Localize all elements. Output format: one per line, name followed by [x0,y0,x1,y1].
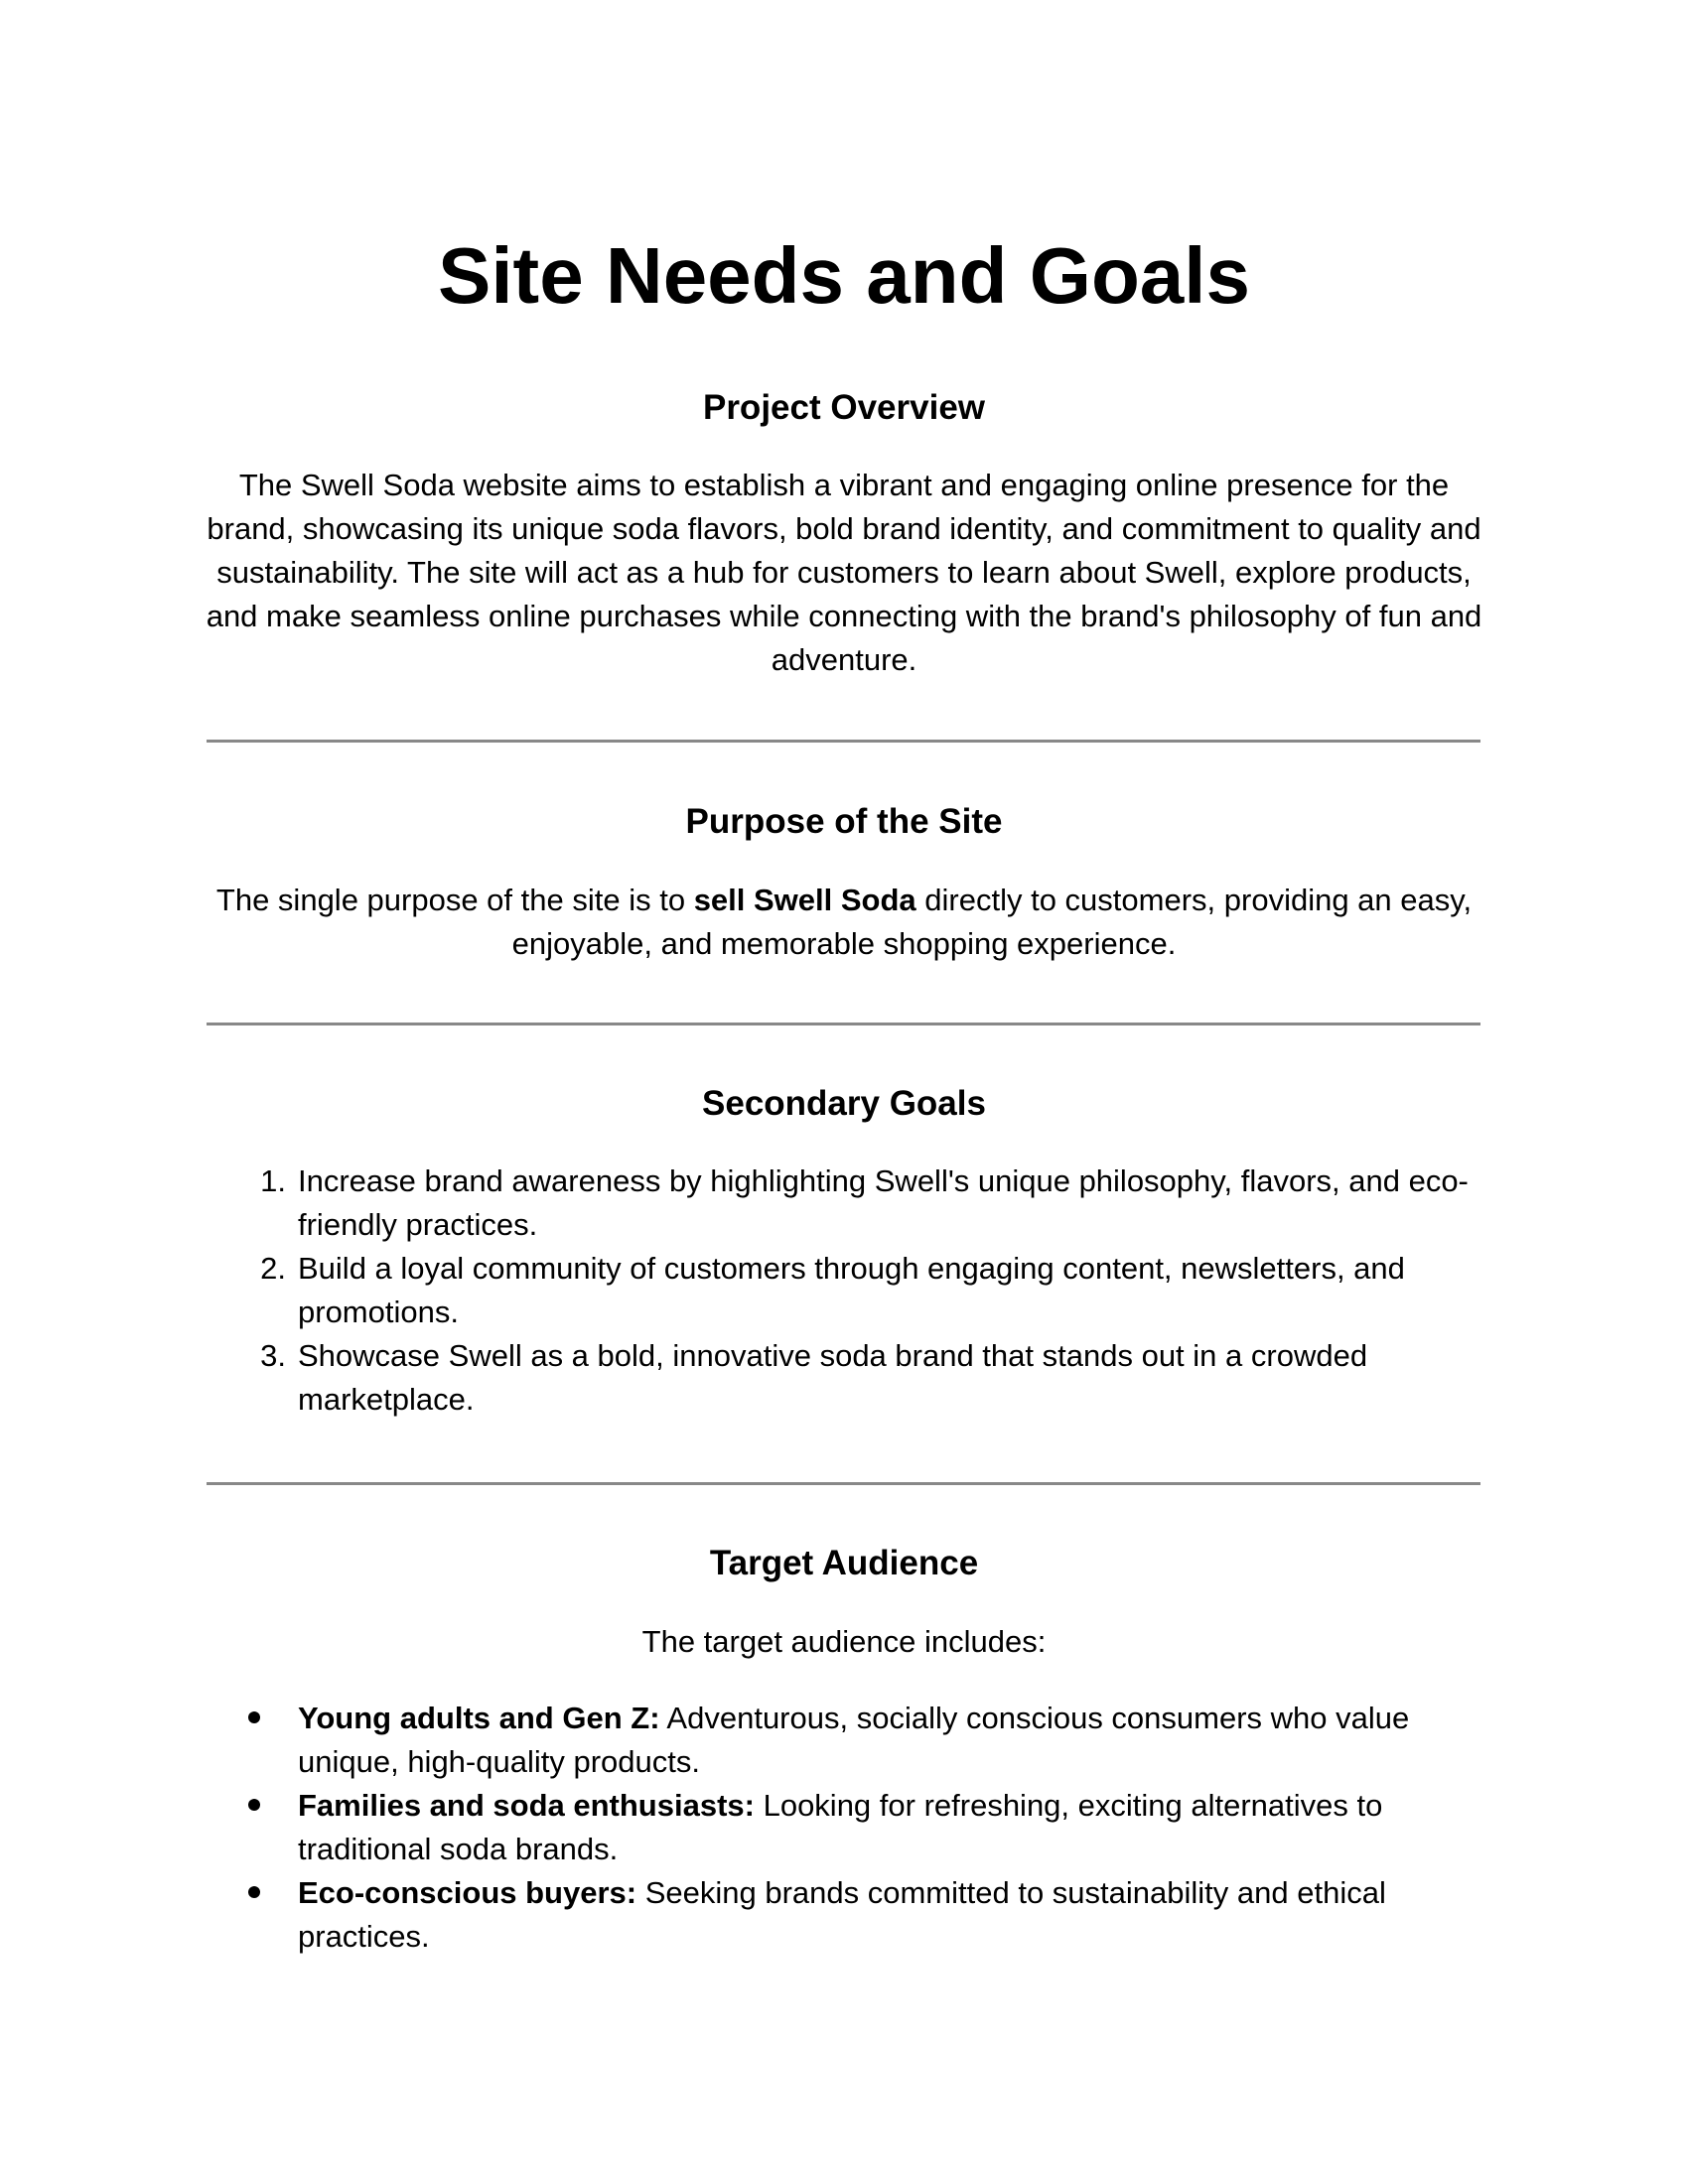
list-item-text: Build a loyal community of customers through engaging content, newsletters, and promotions. [298,1251,1405,1329]
list-number: 3. [260,1338,286,1373]
bullet-icon [248,1711,260,1723]
list-number: 2. [260,1251,286,1286]
list-item [298,1697,1509,1784]
list-item [298,1871,1509,1959]
section-divider [207,740,1480,743]
audience-description: Adventurous, socially conscious consumers who value unique, high-quality products. [298,1701,1410,1779]
purpose-heading: Purpose of the Site [685,802,1003,841]
target-audience-heading: Target Audience [709,1544,979,1582]
section-divider [207,1482,1480,1485]
target-audience-intro: The target audience includes: [641,1624,1047,1659]
purpose-text [199,879,1489,966]
purpose-text-start: The single purpose of the site is to [215,883,694,917]
page-title: Site Needs and Goals [437,231,1251,320]
list-item [260,1247,1509,1334]
secondary-goals-list [260,1160,1509,1422]
list-item [298,1784,1509,1871]
audience-label: Families and soda enthusiasts: [298,1788,755,1823]
bullet-icon [248,1799,260,1811]
secondary-goals-heading: Secondary Goals [702,1084,986,1123]
target-audience-list [298,1697,1509,1959]
list-item [260,1334,1509,1422]
purpose-text-emphasis: sell Swell Soda [693,883,916,917]
audience-description: Seeking brands committed to sustainability and ethical practices. [298,1875,1386,1954]
section-divider [207,1023,1480,1025]
list-item [260,1160,1509,1247]
list-item-text: Increase brand awareness by highlighting Swell's unique philosophy, flavors, and eco-friendly practices. [298,1163,1469,1242]
audience-label: Eco-conscious buyers: [298,1875,637,1910]
purpose-text-end: directly to customers, providing an easy, enjoyable, and memorable shopping experience. [511,883,1473,961]
list-item-text: Showcase Swell as a bold, innovative soda brand that stands out in a crowded marketplace. [298,1338,1368,1417]
bullet-icon [248,1886,260,1898]
project-overview-heading: Project Overview [702,388,986,427]
audience-label: Young adults and Gen Z: [298,1701,660,1735]
project-overview-text: The Swell Soda website aims to establish a vibrant and engaging online presence for the brand, showcasing its unique soda flavors, bold brand identity, and commitment to quality and sustainability. The site will act as a hub for customers to learn about Swell, explore products, and make seamless online purchases while connecting with the brand's philosophy of fun and adventure. [206,468,1482,677]
list-number: 1. [260,1163,286,1198]
audience-description: Looking for refreshing, exciting alternatives to traditional soda brands. [298,1788,1383,1866]
